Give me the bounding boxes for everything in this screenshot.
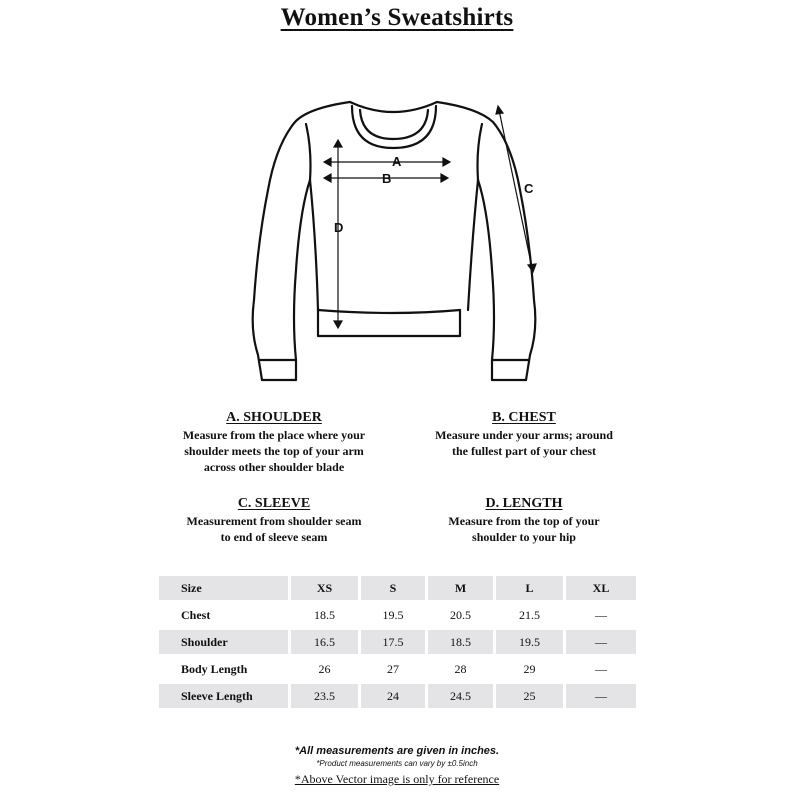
table-cell: 26 (318, 661, 331, 676)
variance-note: *Product measurements can vary by ±0.5inch (316, 759, 478, 768)
sleeve-heading: C. SLEEVE (237, 496, 311, 511)
instruction-line: Measure under your arms; around (435, 428, 613, 442)
table-cell: 23.5 (291, 684, 358, 708)
instruction-line: to end of sleeve seam (220, 530, 328, 544)
table-row (159, 684, 636, 708)
row-label: Chest (181, 607, 211, 622)
table-cell: 19.5 (382, 607, 404, 622)
table-row (159, 630, 636, 654)
table-cell: 25 (496, 684, 563, 708)
table-cell: 24 (361, 684, 425, 708)
table-header-row (159, 576, 636, 600)
length-instruction (402, 496, 646, 545)
header-cell: Size (159, 576, 288, 600)
table-cell: 21.5 (519, 607, 540, 622)
table-cell: — (595, 607, 607, 622)
header-cell: XS (291, 576, 358, 600)
table-cell: 18.5 (428, 630, 493, 654)
table-cell: 17.5 (361, 630, 425, 654)
instruction-line: across other shoulder blade (203, 460, 345, 474)
header-cell: L (496, 576, 563, 600)
row-label: Shoulder (159, 630, 288, 654)
instruction-line: the fullest part of your chest (451, 444, 597, 458)
header-cell: XL (566, 576, 636, 600)
instruction-line: Measure from the place where your (182, 428, 366, 442)
table-cell: 28 (454, 661, 467, 676)
shoulder-heading: A. SHOULDER (226, 410, 322, 425)
sleeve-instruction (152, 496, 396, 545)
table-cell: 20.5 (450, 607, 471, 622)
table-cell: 29 (523, 661, 536, 676)
table-cell: 16.5 (291, 630, 358, 654)
measurement-unit-note: *All measurements are given in inches. (294, 745, 500, 757)
header-cell: S (361, 576, 425, 600)
instruction-line: shoulder to your hip (472, 530, 576, 544)
label-d: D (334, 220, 344, 235)
label-a: A (392, 154, 402, 169)
table-row (159, 657, 636, 681)
header-cell: M (428, 576, 493, 600)
table-cell: 18.5 (314, 607, 335, 622)
table-cell: 19.5 (496, 630, 563, 654)
table-row (159, 603, 636, 627)
instruction-line: shoulder meets the top of your arm (184, 444, 364, 458)
shoulder-instruction (152, 410, 396, 475)
label-c: C (524, 181, 534, 196)
size-chart-table (156, 573, 639, 711)
table-cell: 24.5 (428, 684, 493, 708)
table-cell: — (566, 630, 636, 654)
instruction-line: Measure from the top of your (448, 514, 600, 528)
table-cell: — (595, 661, 607, 676)
chest-heading: B. CHEST (492, 410, 556, 425)
reference-note: *Above Vector image is only for reference (294, 772, 500, 786)
label-b: B (382, 171, 392, 186)
table-cell: 27 (387, 661, 399, 676)
chest-instruction (402, 410, 646, 459)
row-label: Body Length (181, 661, 248, 676)
instruction-line: Measurement from shoulder seam (186, 514, 362, 528)
row-label: Sleeve Length (159, 684, 288, 708)
page-title: Women’s Sweatshirts (280, 4, 514, 31)
table-cell: — (566, 684, 636, 708)
length-heading: D. LENGTH (485, 496, 563, 511)
